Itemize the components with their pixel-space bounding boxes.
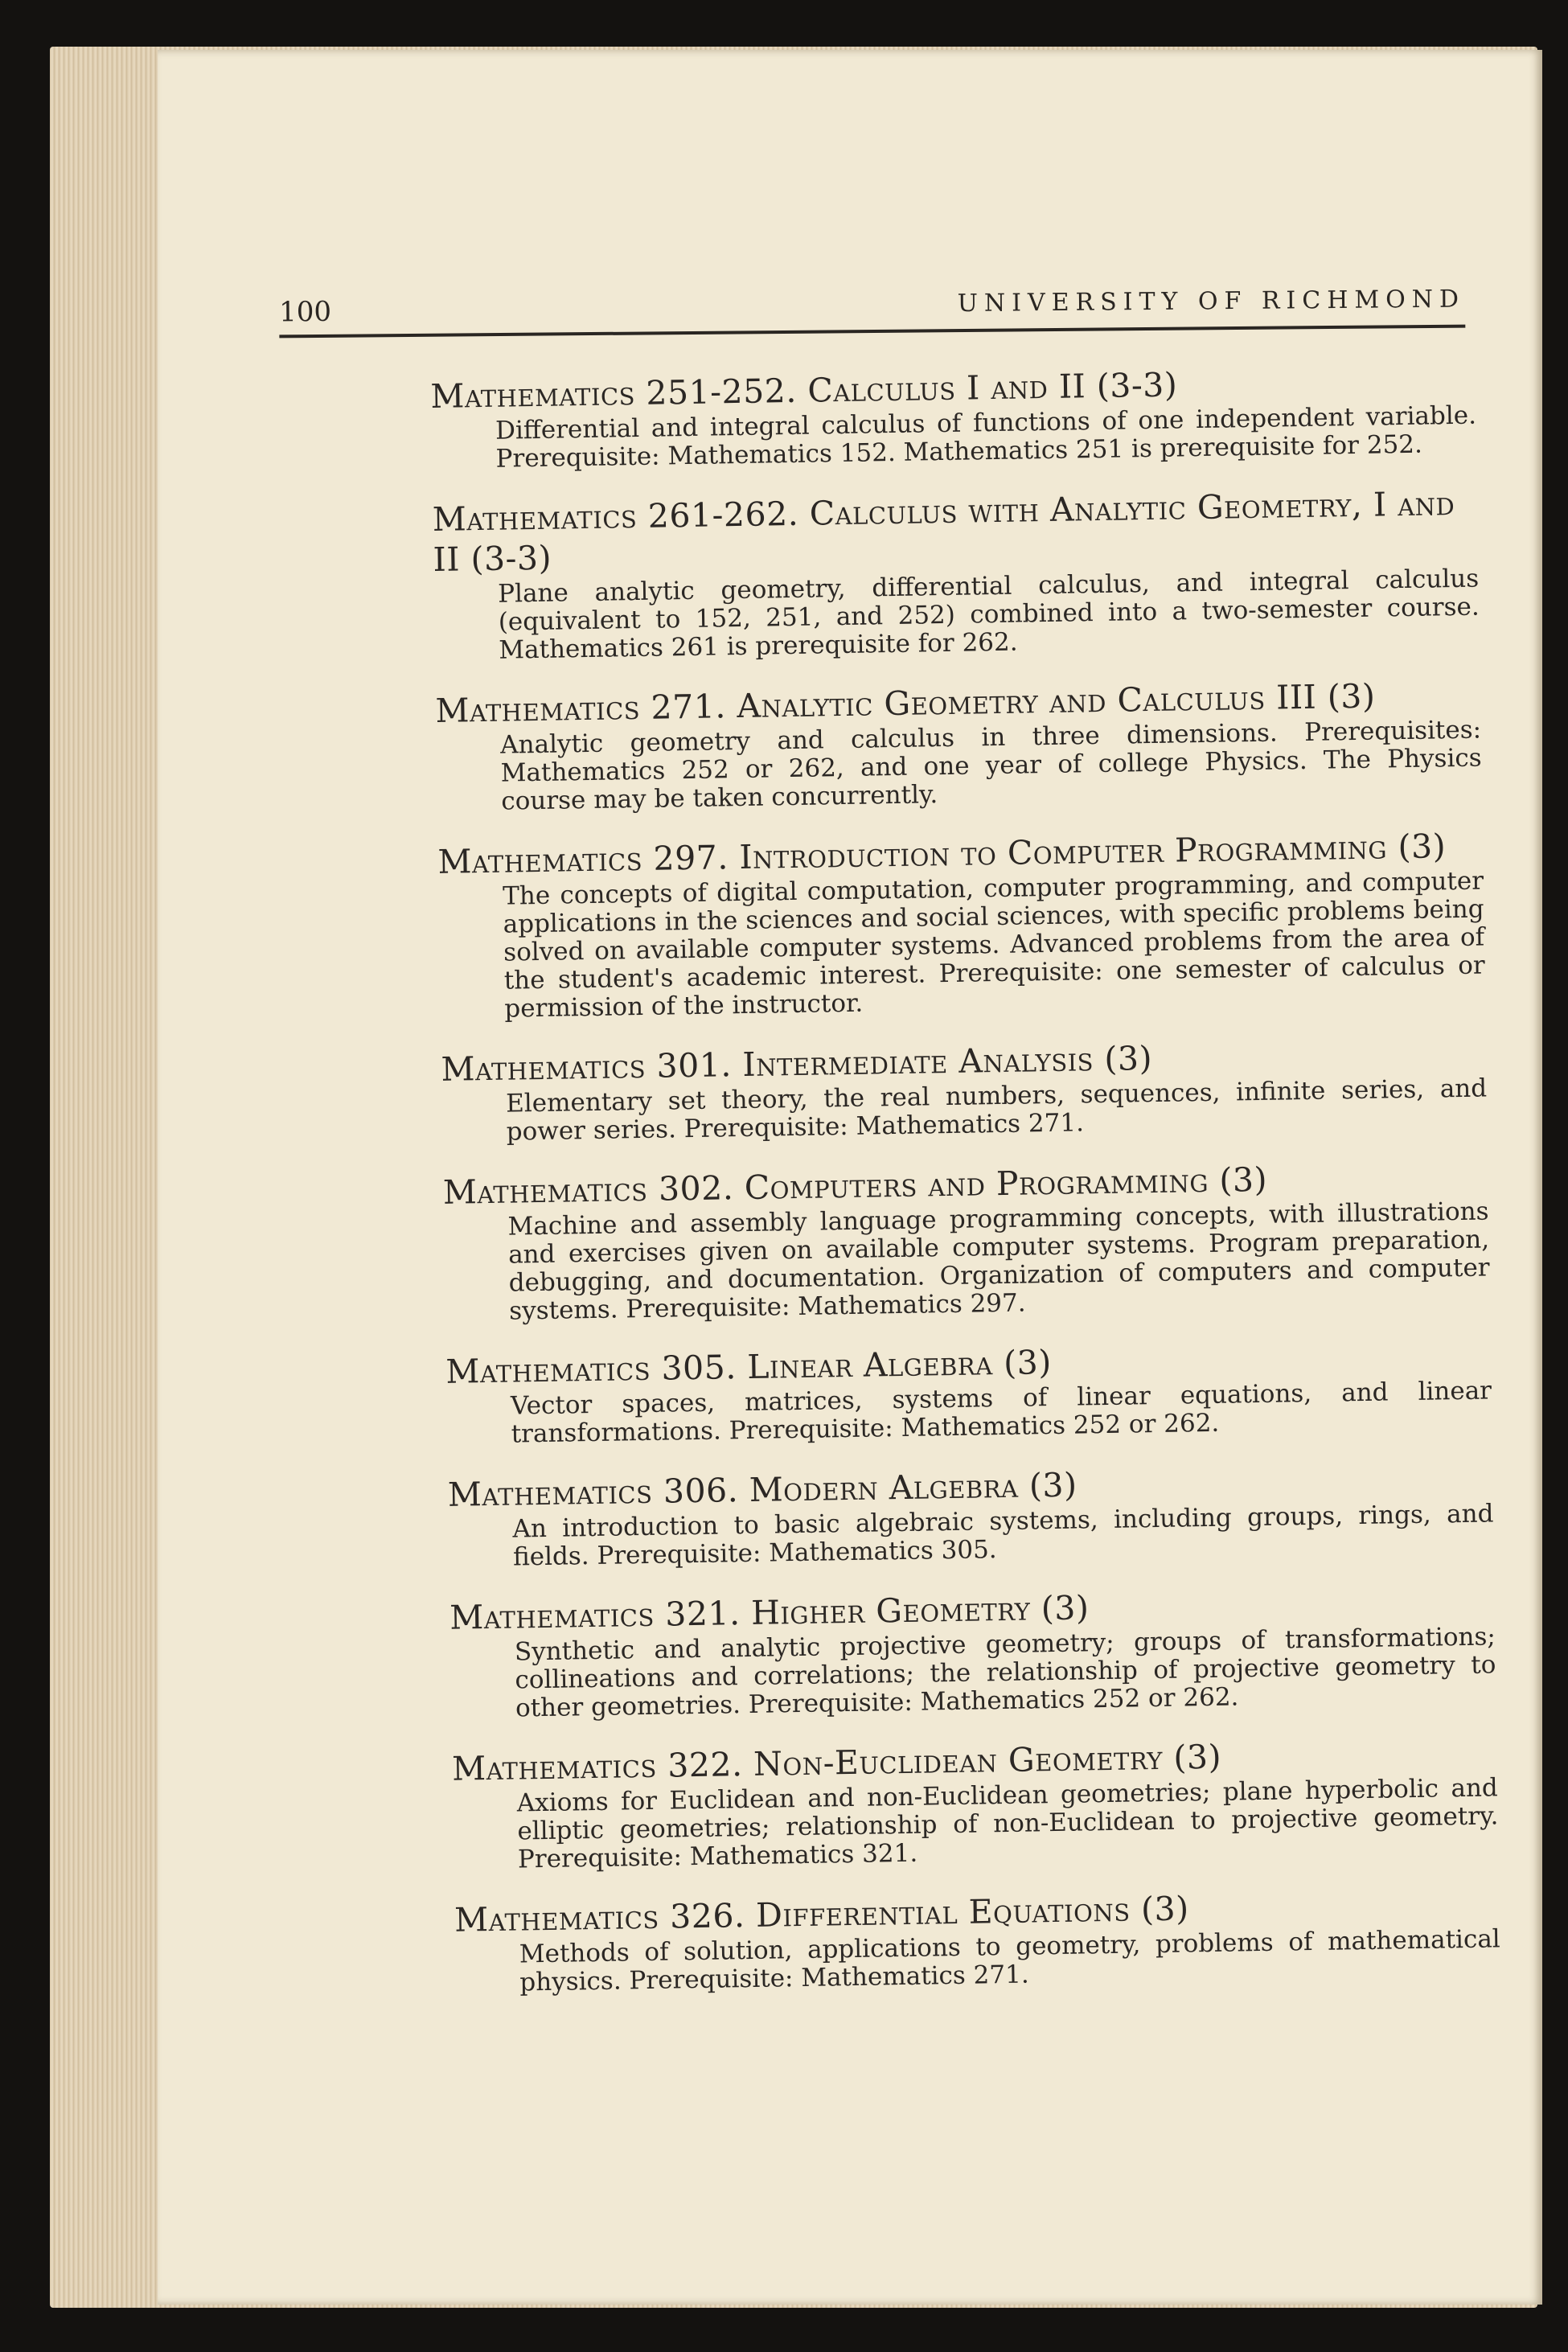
course-entry [452, 1732, 1499, 1874]
course-number: Mathematics 302. [442, 1168, 734, 1212]
course-title: Modern Algebra (3) [749, 1465, 1077, 1509]
course-description: Analytic geometry and calculus in three dimensions. Prerequisites: Mathematics 252 or 262, and one year of college Physics. The Physics course may be taken concurrently. [499, 715, 1482, 816]
running-head: UNIVERSITY OF RICHMOND [957, 285, 1466, 318]
course-title: Computers and Programming (3) [744, 1160, 1268, 1207]
course-title: Calculus with Analytic Geometry, I and II (3-3) [433, 484, 1455, 579]
course-entry [441, 1032, 1488, 1147]
course-description: Synthetic and analytic projective geometry; groups of transformations; collineations and correlations; the relationship of projective geometry to other geometries. Prerequisite: Mathematics 252 or 262. [514, 1622, 1496, 1723]
course-entry [430, 360, 1477, 474]
course-entry [437, 826, 1485, 1024]
course-title: Analytic Geometry and Calculus III (3) [737, 676, 1376, 726]
course-entry [435, 675, 1482, 817]
course-description: Machine and assembly language programming concepts, with illustrations and exercises given on available computer systems. Program preparation, debugging, and documentation. Organization of computers and computer systems. Prerequisite: Mathematics 297. [507, 1197, 1490, 1326]
course-description: Plane analytic geometry, differential calculus, and integral calculus (equivalent to 152, 251, and 252) combined into a two-semester course. Mathematics 261 is prerequisite for 262. [497, 564, 1480, 665]
course-entry [449, 1581, 1496, 1723]
course-title: Introduction to Computer Programming (3) [738, 827, 1447, 877]
course-number: Mathematics 305. [445, 1348, 737, 1391]
course-number: Mathematics 326. [454, 1896, 745, 1939]
page-number: 100 [278, 295, 332, 329]
course-entry [445, 1335, 1492, 1449]
course-description: Methods of solution, applications to geometry, problems of mathematical physics. Prerequisite: Mathematics 271. [519, 1924, 1500, 1997]
course-title: Calculus I and II (3-3) [807, 365, 1178, 410]
course-description: The concepts of digital computation, computer programming, and computer applications in the sciences and social sciences, with specific problems being solved on available computer systems. Advanced problems from the area of the student's academic interest. Prerequisite: one semester of calculus or permission of the instructor. [502, 866, 1485, 1024]
course-entry [454, 1883, 1501, 1997]
course-title: Higher Geometry (3) [750, 1588, 1090, 1632]
course-description: Axioms for Euclidean and non-Euclidean geometries; plane hyperbolic and elliptic geometries; relationship of non-Euclidean to projective geometry. Prerequisite: Mathematics 321. [516, 1773, 1499, 1874]
course-list [430, 360, 1501, 2023]
course-number: Mathematics 297. [437, 838, 729, 881]
course-number: Mathematics 306. [447, 1471, 739, 1514]
course-title: Differential Equations (3) [755, 1889, 1190, 1935]
course-entry [443, 1155, 1491, 1326]
course-description: Differential and integral calculus of functions of one independent variable. Prerequisite: Mathematics 152. Mathematics 251 is prerequisite for 252. [495, 400, 1477, 474]
course-number: Mathematics 271. [435, 687, 727, 730]
page-header [279, 261, 1466, 339]
course-heading [432, 483, 1478, 580]
course-title: Intermediate Analysis (3) [742, 1039, 1153, 1085]
course-number: Mathematics 261-262. [432, 494, 799, 539]
course-description: Elementary set theory, the real numbers, sequences, infinite series, and power series. Prerequisite: Mathematics 271. [505, 1073, 1488, 1147]
course-entry [432, 483, 1480, 666]
course-description: An introduction to basic algebraic systems, including groups, rings, and fields. Prerequisite: Mathematics 305. [512, 1499, 1494, 1572]
course-description: Vector spaces, matrices, systems of linear equations, and linear transformations. Prerequisite: Mathematics 252 or 262. [510, 1376, 1492, 1449]
course-number: Mathematics 321. [449, 1594, 741, 1637]
course-entry [447, 1458, 1494, 1572]
course-number: Mathematics 251-252. [430, 371, 798, 416]
course-number: Mathematics 322. [451, 1745, 743, 1788]
course-title: Non-Euclidean Geometry (3) [753, 1737, 1222, 1783]
course-number: Mathematics 301. [441, 1045, 733, 1089]
course-title: Linear Algebra (3) [746, 1343, 1053, 1386]
